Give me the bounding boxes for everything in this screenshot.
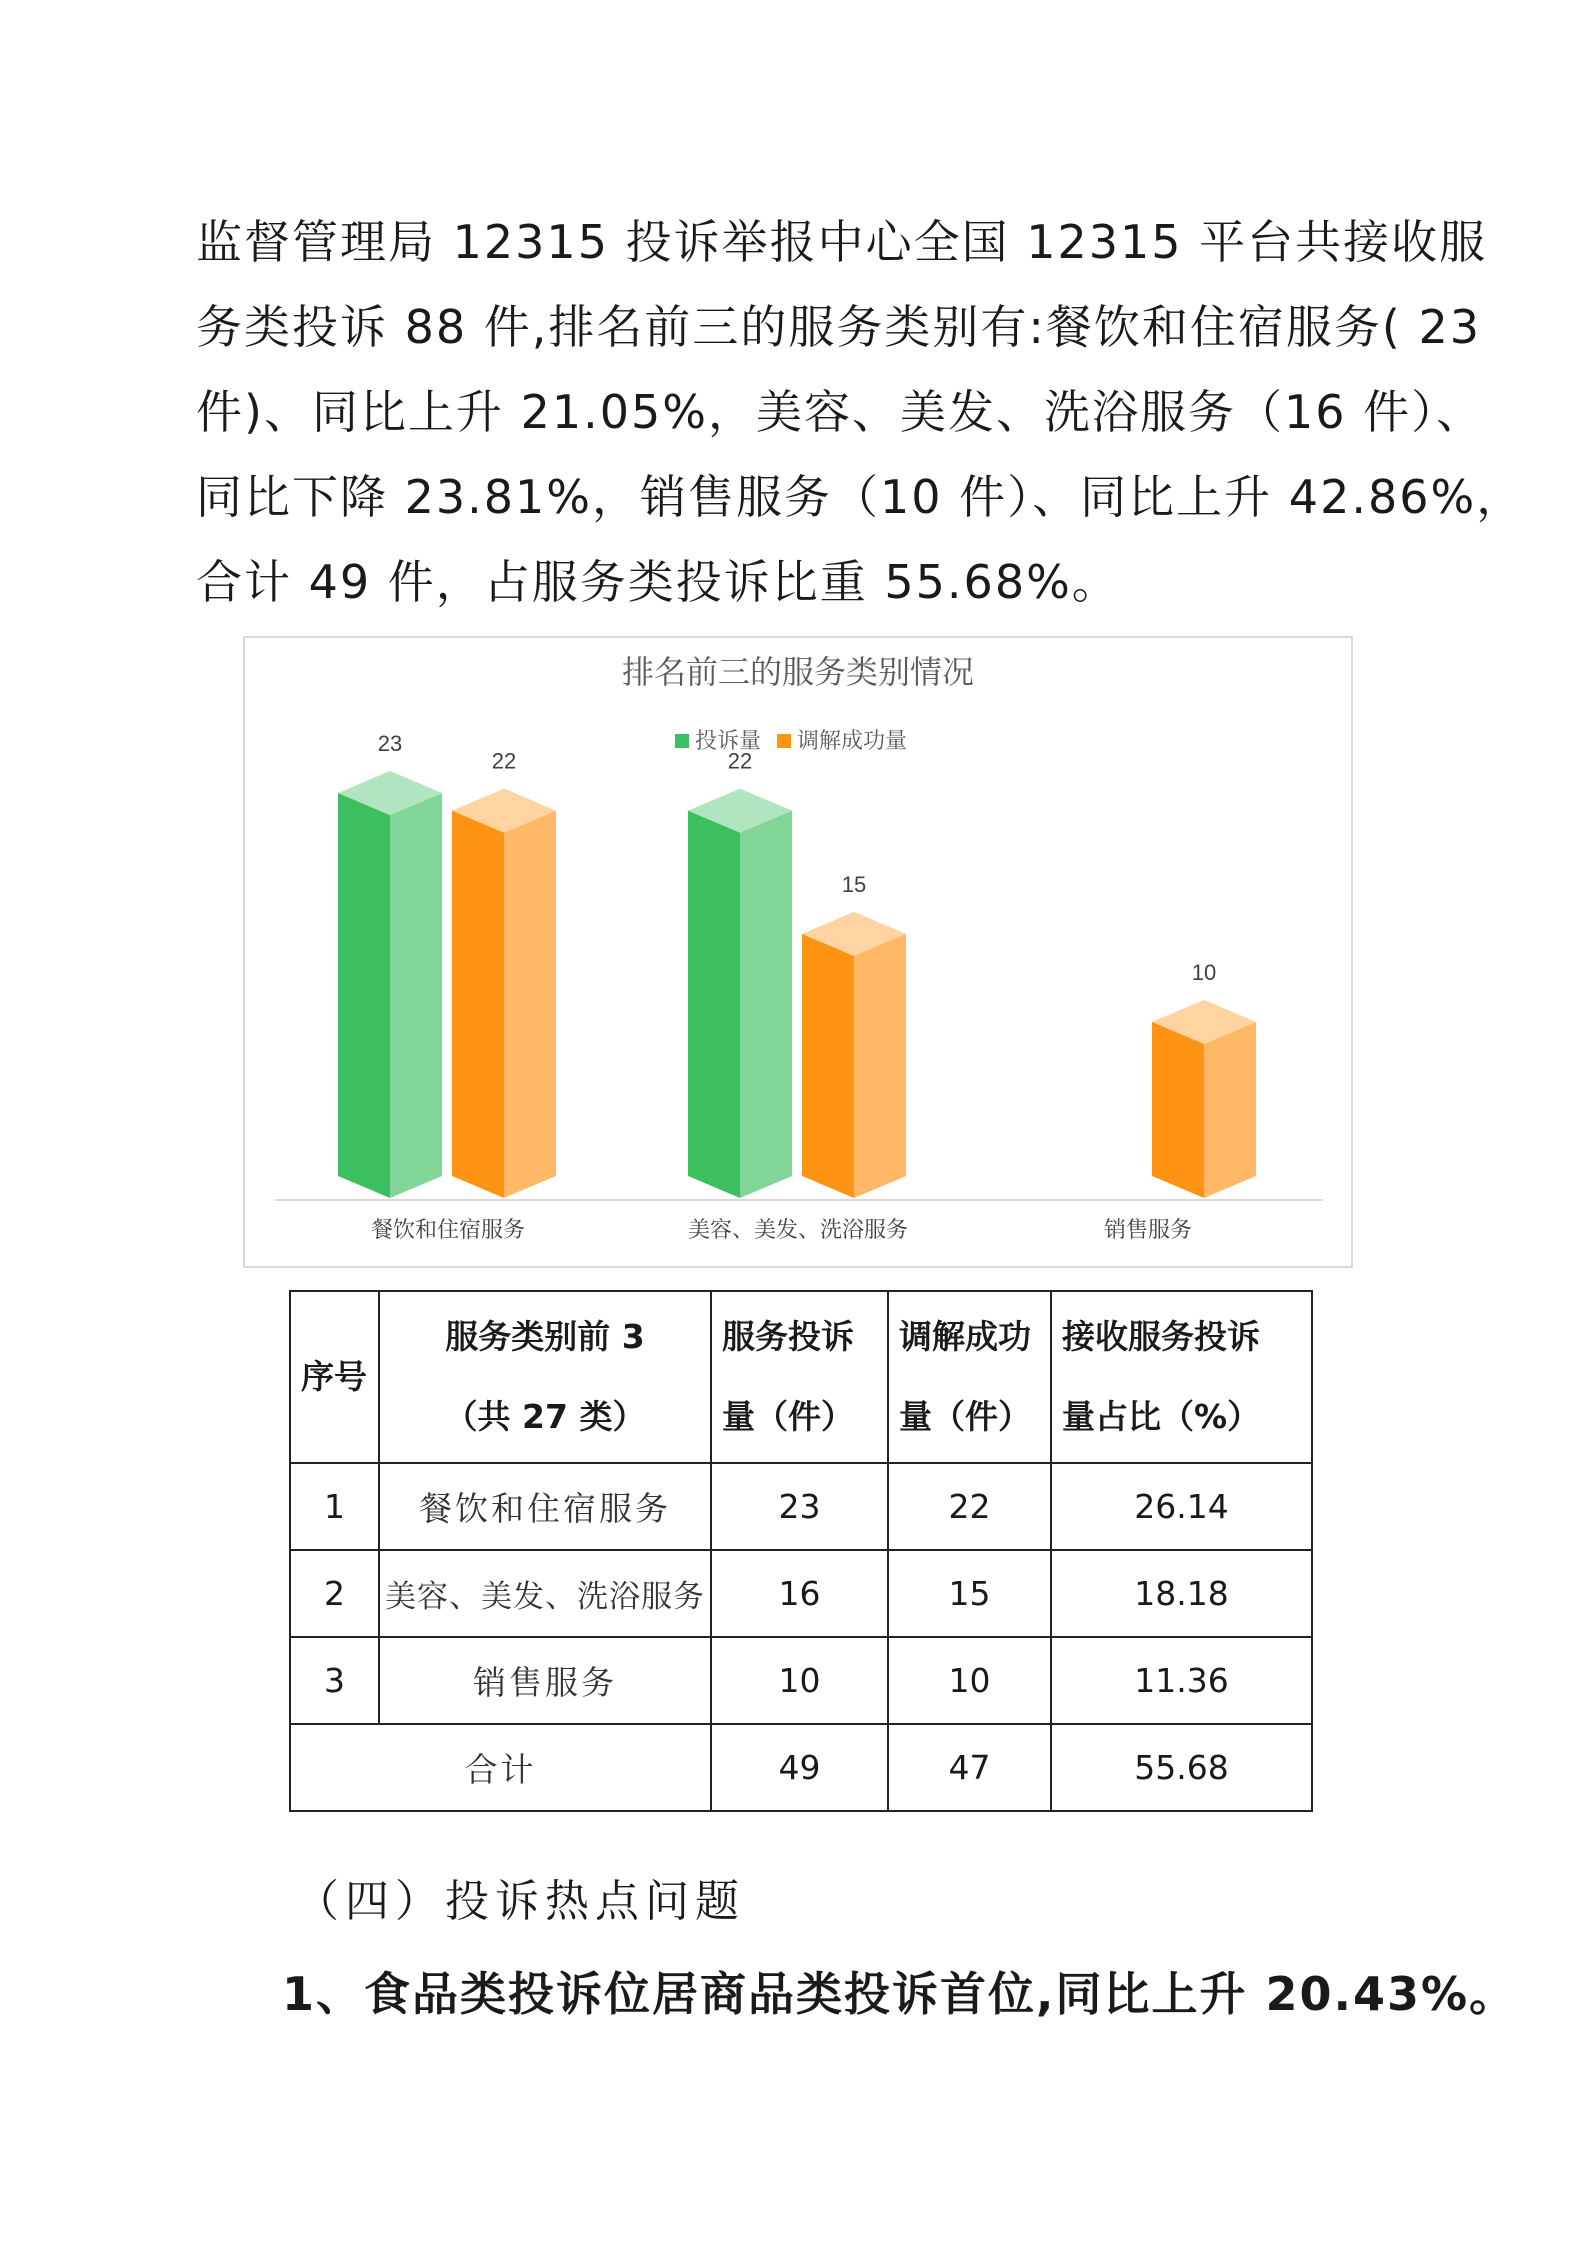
total-label: 合计 [290, 1724, 711, 1811]
x-tick-label: 餐饮和住宿服务 [370, 1217, 526, 1242]
header-mediated-line1: 调解成功 [899, 1317, 1031, 1356]
chart-legend [675, 728, 907, 753]
table-header-row [290, 1291, 1312, 1463]
bar-side [504, 811, 556, 1198]
bar-front [338, 793, 390, 1198]
row-share: 26.14 [1051, 1463, 1312, 1550]
row-index: 2 [290, 1550, 379, 1637]
total-share: 55.68 [1051, 1724, 1312, 1811]
row-category: 美容、美发、洗浴服务 [379, 1550, 711, 1637]
header-share-line2: 量占比（%） [1062, 1397, 1261, 1436]
header-share-line1: 接收服务投诉 [1062, 1317, 1260, 1356]
row-share: 18.18 [1051, 1550, 1312, 1637]
header-complaints-line2: 量（件） [722, 1397, 854, 1436]
bar-value-label: 22 [491, 748, 517, 774]
header-mediated-line2: 量（件） [899, 1397, 1031, 1436]
header-index: 序号 [290, 1291, 379, 1463]
row-index: 1 [290, 1463, 379, 1550]
row-mediated: 15 [888, 1550, 1051, 1637]
row-category: 销售服务 [379, 1637, 711, 1724]
x-axis-labels [371, 1217, 1192, 1242]
header-category [379, 1291, 711, 1463]
row-complaints: 10 [711, 1637, 888, 1724]
row-index: 3 [290, 1637, 379, 1724]
bar-side [854, 934, 906, 1198]
row-mediated: 22 [888, 1463, 1051, 1550]
chart-title: 排名前三的服务类别情况 [621, 654, 975, 690]
table-row [290, 1550, 1312, 1637]
row-category: 餐饮和住宿服务 [379, 1463, 711, 1550]
service-chart [243, 636, 1353, 1268]
total-complaints: 49 [711, 1724, 888, 1811]
header-complaints [711, 1291, 888, 1463]
intro-line: 件)、同比上升 21.05%，美容、美发、洗浴服务（16 件）、 [196, 385, 1485, 439]
header-category-line1: 服务类别前 3 [445, 1317, 645, 1356]
intro-paragraph [196, 200, 1525, 625]
row-share: 11.36 [1051, 1637, 1312, 1724]
point-heading: 1、食品类投诉位居商品类投诉首位,同比上升 20.43%。 [282, 1967, 1518, 2021]
table-row [290, 1637, 1312, 1724]
row-mediated: 10 [888, 1637, 1051, 1724]
service-table [289, 1290, 1313, 1812]
bar-value-label: 23 [377, 731, 403, 756]
legend-swatch [777, 734, 791, 748]
bar-value-label: 15 [841, 871, 867, 897]
header-mediated [888, 1291, 1051, 1463]
bar-side [390, 793, 442, 1198]
intro-line: 合计 49 件，占服务类投诉比重 55.68%。 [196, 555, 1120, 609]
bar-front [802, 934, 854, 1198]
chart-canvas [245, 638, 1351, 1266]
legend-label: 调解成功量 [797, 728, 908, 753]
header-complaints-line1: 服务投诉 [722, 1317, 854, 1356]
row-complaints: 16 [711, 1550, 888, 1637]
x-tick-label: 美容、美发、洗浴服务 [687, 1217, 909, 1242]
x-tick-label: 销售服务 [1103, 1217, 1193, 1242]
table-total-row [290, 1724, 1312, 1811]
bar-value-label: 22 [727, 748, 753, 774]
header-category-line2: （共 27 类） [444, 1397, 646, 1436]
bar-front [688, 811, 740, 1198]
header-share [1051, 1291, 1312, 1463]
bar-front [452, 811, 504, 1198]
row-complaints: 23 [711, 1463, 888, 1550]
intro-line: 同比下降 23.81%，销售服务（10 件）、同比上升 42.86%， [196, 470, 1525, 524]
bar-front [1152, 1022, 1204, 1198]
bar-value-label: 10 [1191, 959, 1217, 985]
chart-bars [338, 731, 1256, 1198]
section-heading: （四）投诉热点问题 [295, 1876, 745, 1927]
intro-line: 监督管理局 12315 投诉举报中心全国 12315 平台共接收服 [196, 215, 1488, 269]
legend-swatch [675, 734, 689, 748]
legend-label: 投诉量 [695, 728, 762, 753]
bar-side [740, 811, 792, 1198]
total-mediated: 47 [888, 1724, 1051, 1811]
intro-line: 务类投诉 88 件,排名前三的服务类别有:餐饮和住宿服务( 23 [196, 300, 1481, 354]
table-row [290, 1463, 1312, 1550]
bar-side [1204, 1022, 1256, 1198]
